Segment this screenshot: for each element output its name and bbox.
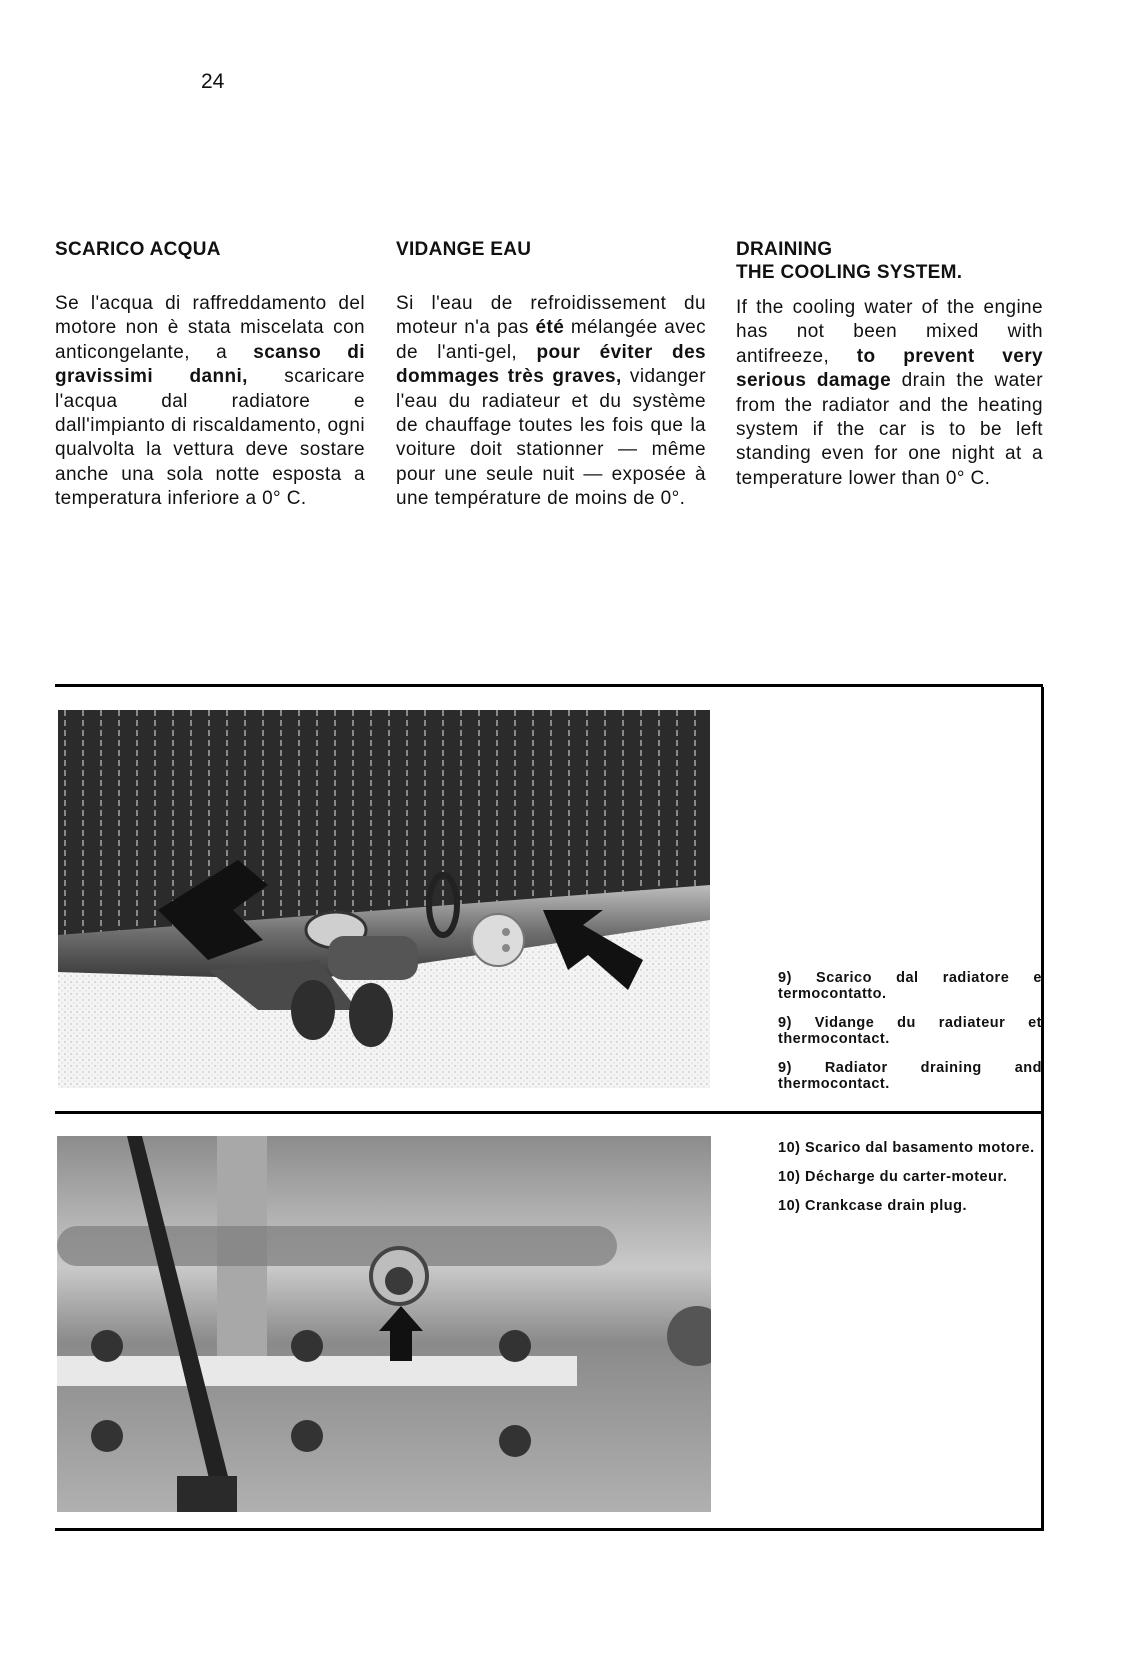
text-segment: vidanger l'eau du radiateur et du système de chauffage toutes les fois que la voiture doit stationner — même pour une seule nuit — exposée à une température de moins de 0°. [396, 366, 707, 510]
page-number: 24 [201, 70, 225, 93]
divider-middle [55, 1111, 1043, 1114]
heading-line: DRAINING [736, 239, 833, 260]
bold-warning: to prevent very serious damage [736, 345, 1043, 392]
bold-text: été [535, 317, 565, 339]
heading-italian: SCARICO ACQUA [55, 239, 221, 260]
heading-french: VIDANGE EAU [396, 239, 532, 260]
divider-top [55, 684, 1043, 687]
caption-9-french: 9) Vidange du radiateur et thermocontact. [778, 1015, 1042, 1047]
text-segment: drain the water from the radiator and the heating system if the car is to be left standing even for one night at a temperature lower than 0° C. [736, 370, 1044, 489]
heading-english [736, 238, 1043, 284]
paragraph-english [736, 296, 1043, 491]
sump-flange [57, 1356, 577, 1386]
caption-9-english: 9) Radiator draining and thermocontact. [778, 1060, 1042, 1092]
caption-10-italian: 10) Scarico dal basamento motore. [778, 1140, 1035, 1156]
figure-9-captions [778, 970, 1042, 1105]
heading-line: THE COOLING SYSTEM. [736, 262, 963, 283]
paragraph-french [396, 292, 706, 512]
caption-10-french: 10) Décharge du carter-moteur. [778, 1169, 1008, 1185]
figure-9-radiator-photo [58, 710, 710, 1088]
column-french [396, 238, 706, 512]
frame-right-border [1041, 687, 1044, 1531]
figure-10-crankcase-photo [57, 1136, 711, 1512]
caption-10-english: 10) Crankcase drain plug. [778, 1198, 967, 1214]
bold-warning: pour éviter des dommages très graves, [396, 341, 706, 388]
column-italian [55, 238, 365, 512]
bold-warning: scanso di gravissimi danni, [55, 341, 365, 388]
crankcase-illustration [57, 1136, 711, 1512]
radiator-illustration [58, 710, 710, 1088]
text-segment: mélangée avec de l'anti-gel, [396, 317, 706, 363]
text-segment: Se l'acqua di raffreddamento del motore non è stata miscelata con anticongelante, a [55, 293, 365, 363]
divider-bottom [55, 1528, 1043, 1531]
paragraph-italian [55, 292, 365, 512]
caption-9-italian: 9) Scarico dal radiatore e termocontatto. [778, 970, 1042, 1002]
text-segment: Si l'eau de refroidissement du moteur n'a pas [396, 293, 706, 339]
figure-10-captions [778, 1140, 1042, 1227]
text-segment: scaricare l'acqua dal radiatore e dall'impianto di riscaldamento, ogni qualvolta la vettura deve sostare anche una sola notte esposta a temperatura inferiore a 0° C. [55, 366, 365, 510]
column-english [736, 238, 1043, 491]
text-segment: If the cooling water of the engine has not been mixed with antifreeze, [736, 297, 1043, 367]
thermocontact [472, 914, 524, 966]
